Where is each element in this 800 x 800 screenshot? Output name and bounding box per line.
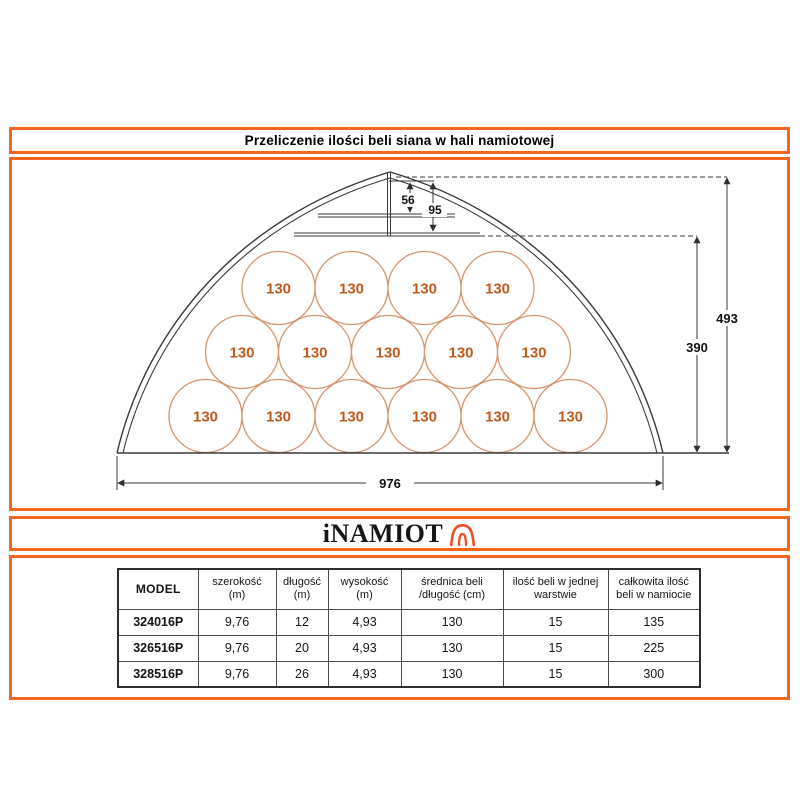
hay-bale-stack xyxy=(169,252,607,453)
cell-length: 12 xyxy=(276,609,328,635)
bale-diameter-label: 130 xyxy=(521,344,547,362)
table-header-row xyxy=(118,569,700,609)
dimension-total-width: 976 xyxy=(379,476,401,491)
dimension-peak-to-tie: 95 xyxy=(428,203,442,217)
col-header-bale-diameter: średnica beli /długość (cm) xyxy=(401,569,503,609)
bale-diameter-label: 130 xyxy=(338,408,365,426)
cell-bales-per-layer: 15 xyxy=(503,635,608,661)
dimension-wall-height: 390 xyxy=(686,340,708,355)
cell-bale-diameter: 130 xyxy=(401,661,503,687)
bale-diameter-label: 130 xyxy=(338,280,365,298)
logo-box xyxy=(9,516,790,551)
col-header-width: szerokość (m) xyxy=(198,569,276,609)
col-header-total-bales: całkowita ilość beli w namiocie xyxy=(608,569,700,609)
cell-model: 324016P xyxy=(118,609,198,635)
width-dimension xyxy=(117,456,663,491)
cell-model: 328516P xyxy=(118,661,198,687)
tent-cross-section-diagram xyxy=(12,160,787,508)
bale-diameter-label: 130 xyxy=(411,280,438,298)
bale-diameter-label: 130 xyxy=(265,280,292,298)
cell-width: 9,76 xyxy=(198,609,276,635)
cell-width: 9,76 xyxy=(198,635,276,661)
table-row xyxy=(118,661,700,687)
col-header-model: MODEL xyxy=(118,569,198,609)
bale-diameter-label: 130 xyxy=(192,408,219,426)
cell-bales-per-layer: 15 xyxy=(503,661,608,687)
cell-length: 20 xyxy=(276,635,328,661)
bale-diameter-label: 130 xyxy=(448,344,474,362)
col-header-height: wysokość (m) xyxy=(328,569,401,609)
table-row xyxy=(118,609,700,635)
brand-logo-text: iNAMIOT xyxy=(322,518,444,548)
cell-height: 4,93 xyxy=(328,635,401,661)
dimension-total-height: 493 xyxy=(716,311,738,326)
cell-bale-diameter: 130 xyxy=(401,609,503,635)
cell-total-bales: 135 xyxy=(608,609,700,635)
col-header-bales-per-layer: ilość beli w jednej warstwie xyxy=(503,569,608,609)
cell-model: 326516P xyxy=(118,635,198,661)
title-box xyxy=(9,127,790,154)
table-row xyxy=(118,635,700,661)
bale-diameter-label: 130 xyxy=(557,408,584,426)
cell-bales-per-layer: 15 xyxy=(503,609,608,635)
table-box xyxy=(9,555,790,700)
bale-diameter-label: 130 xyxy=(229,344,255,362)
cell-height: 4,93 xyxy=(328,661,401,687)
cell-width: 9,76 xyxy=(198,661,276,687)
bale-diameter-label: 130 xyxy=(411,408,438,426)
cell-total-bales: 225 xyxy=(608,635,700,661)
height-dimensions xyxy=(681,178,743,452)
bale-diameter-label: 130 xyxy=(484,408,511,426)
cell-length: 26 xyxy=(276,661,328,687)
dimension-peak-to-purlin: 56 xyxy=(401,193,415,207)
cell-total-bales: 300 xyxy=(608,661,700,687)
page-title: Przeliczenie ilości beli siana w hali namiotowej xyxy=(244,133,555,148)
tent-arch-icon xyxy=(449,521,476,546)
cell-bale-diameter: 130 xyxy=(401,635,503,661)
model-spec-table xyxy=(117,568,701,688)
col-header-length: długość (m) xyxy=(276,569,328,609)
diagram-box xyxy=(9,157,790,511)
bale-diameter-label: 130 xyxy=(484,280,511,298)
bale-diameter-label: 130 xyxy=(375,344,401,362)
bale-diameter-label: 130 xyxy=(302,344,328,362)
cell-height: 4,93 xyxy=(328,609,401,635)
bale-diameter-label: 130 xyxy=(265,408,292,426)
